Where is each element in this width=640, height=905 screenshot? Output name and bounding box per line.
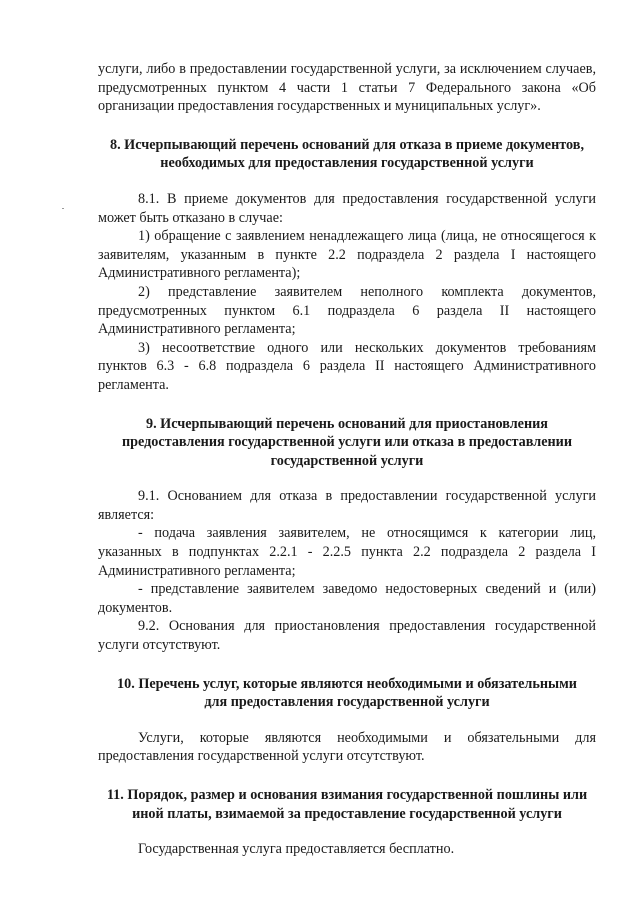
section-11-paragraph-1: Государственная услуга предоставляется бесплатно.: [138, 841, 455, 858]
section-9-paragraph-2: 9.2. Основания для приостановления предоставления государственной услуги отсутствуют.: [98, 618, 596, 654]
section-8-item-3: 3) несоответствие одного или нескольких документов требованиям пунктов 6.3 - 6.8 подраздела 6 раздела II настоящего Административного регламента.: [98, 339, 596, 393]
spacer: [98, 470, 596, 487]
document-page: [98, 60, 596, 859]
section-8-item-1: 1) обращение с заявлением ненадлежащего лица (лица, не относящегося к заявителям, указанным в пункте 2.2 подраздела 2 раздела I настоящего Административного регламента);: [98, 228, 596, 282]
scan-speck: [62, 208, 64, 209]
spacer: [98, 173, 596, 190]
section-8-paragraph-1: 8.1. В приеме документов для предоставления государственной услуги может быть отказано в случае:: [98, 190, 596, 226]
section-9-heading: 9. Исчерпывающий перечень оснований для приостановления предоставления государственной услуги или отказа в предоставлении государственной услуги: [121, 415, 573, 469]
spacer: [98, 395, 596, 415]
section-9-paragraph-1: 9.1. Основанием для отказа в предоставлении государственной услуги является:: [98, 488, 596, 523]
section-8-item-2: 2) представление заявителем неполного комплекта документов, предусмотренных пунктом 6.1 подраздела 6 раздела II настоящего Административного регламента;: [98, 283, 596, 338]
spacer: [98, 116, 596, 136]
spacer: [98, 823, 596, 840]
section-8-heading: 8. Исчерпывающий перечень оснований для отказа в приеме документов, необходимых для предоставления государственной услуги: [109, 136, 584, 172]
intro-paragraph: услуги, либо в предоставлении государственной услуги, за исключением случаев, предусмотренных пунктом 4 части 1 статьи 7 Федерального закона «Об организации предоставления государственных и муниципальных услуг».: [98, 61, 596, 115]
section-9-item-1: - подача заявления заявителем, не относящимся к категории лиц, указанных в подпунктах 2.2.1 - 2.2.5 пункта 2.2 подраздела 2 раздела I Административного регламента;: [98, 525, 596, 579]
section-11-heading: 11. Порядок, размер и основания взимания государственной пошлины или иной платы, взимаемой за предоставление государственной услуги: [106, 787, 588, 822]
section-9-item-2: - представление заявителем заведомо недостоверных сведений и (или) документов.: [98, 581, 596, 616]
spacer: [98, 712, 596, 729]
spacer: [98, 766, 596, 786]
spacer: [98, 655, 596, 675]
section-10-heading: 10. Перечень услуг, которые являются необходимыми и обязательными для предоставления государственной услуги: [117, 675, 577, 711]
section-10-paragraph-1: Услуги, которые являются необходимыми и обязательными для предоставления государственной услуги отсутствуют.: [98, 729, 596, 765]
